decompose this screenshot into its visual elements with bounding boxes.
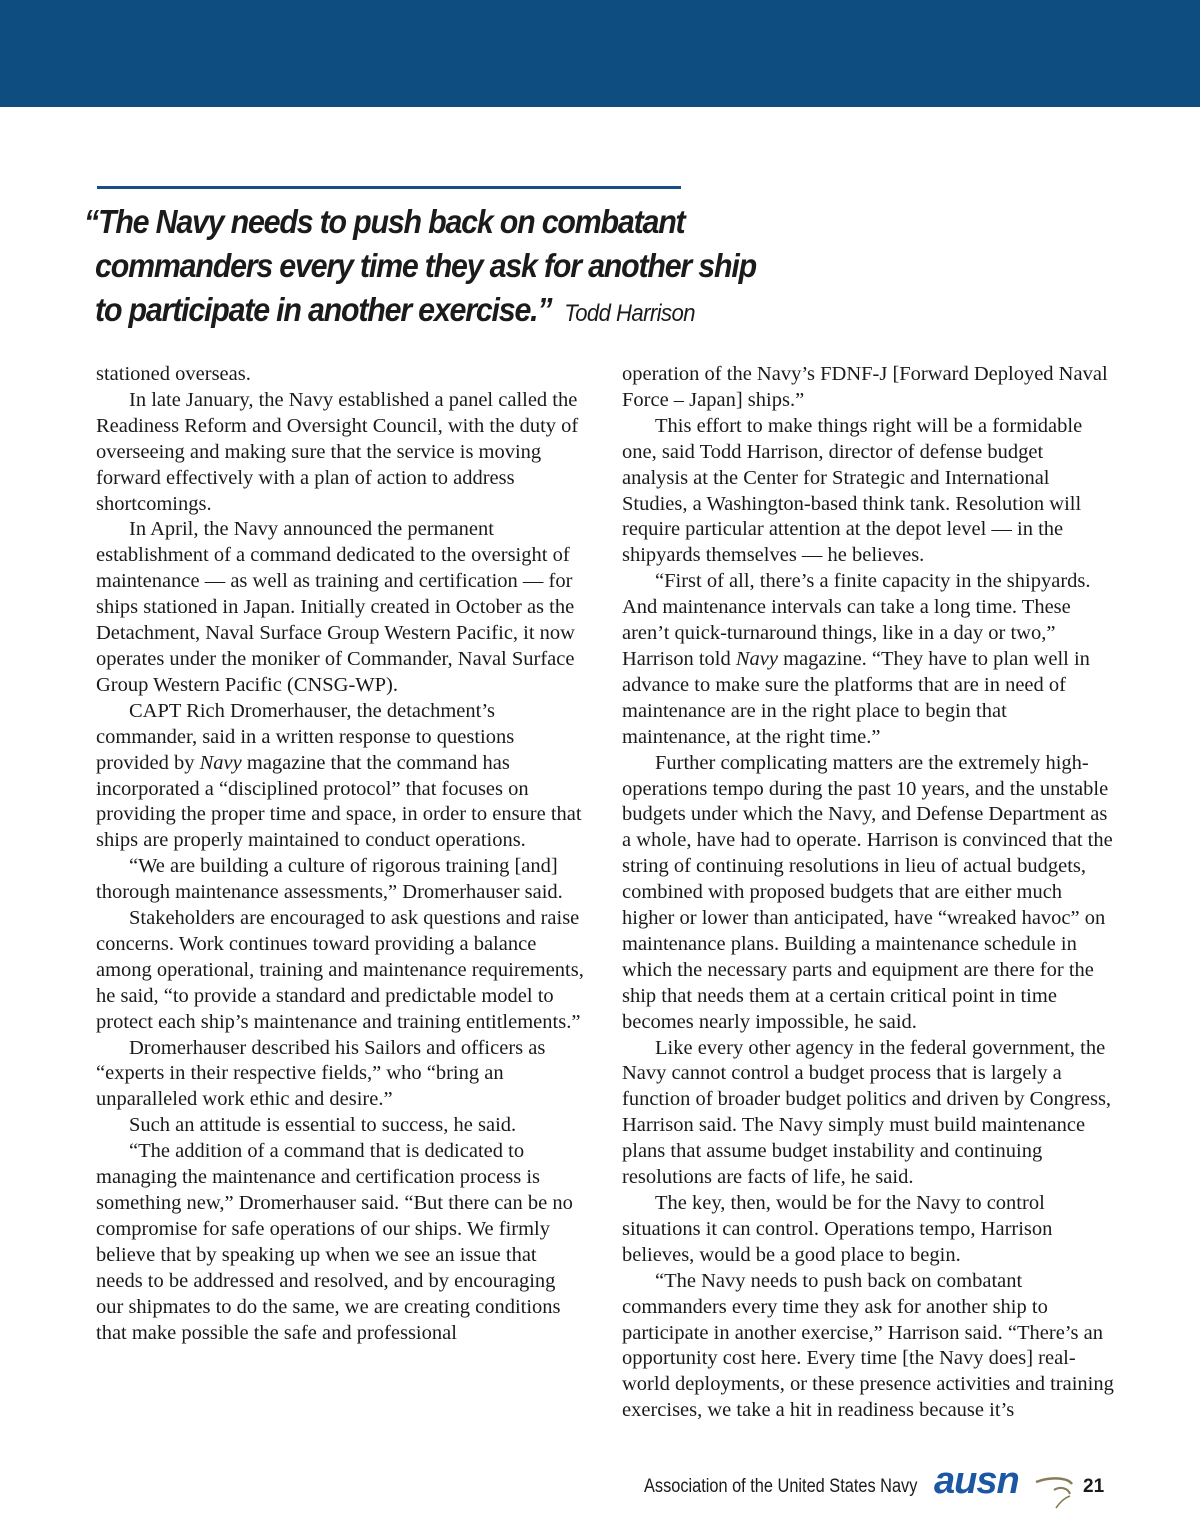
- header-banner: [0, 0, 1200, 107]
- publication-title: Navy: [735, 647, 778, 670]
- article-column-left: [96, 362, 586, 1346]
- paragraph-text: magazine that the command has incorporated a “disciplined protocol” that focuses on providing the proper time and space, in order to ensure that ships are properly maintained to conduct operations.: [96, 751, 582, 852]
- ausn-swoosh-icon: [974, 1468, 1074, 1516]
- page-number: 21: [1083, 1476, 1105, 1497]
- article-paragraph: [96, 699, 586, 854]
- footer-publication-name: Association of the United States Navy: [644, 1476, 918, 1497]
- pull-quote: [84, 200, 756, 336]
- paragraph-text: magazine. “They have to plan well in advance to make sure the platforms that are in need of maintenance are in the right place to begin that maintenance, at the right time.”: [622, 647, 1090, 748]
- pull-quote-line-1: “The Navy needs to push back on combatant: [84, 203, 685, 240]
- article-paragraph: The key, then, would be for the Navy to control situations it can control. Operations tempo, Harrison believes, would be a good place to begin.: [622, 1192, 1053, 1266]
- article-paragraph: “We are building a culture of rigorous training [and] thorough maintenance assessments,” Dromerhauser said.: [96, 855, 563, 904]
- article-column-right: [622, 362, 1114, 1424]
- article-paragraph: This effort to make things right will be a formidable one, said Todd Harrison, director of defense budget analysis at the Center for Strategic and International Studies, a Washington-based think tank. Resolution will require particular attention at the depot level — in the shipyards themselves — he believes.: [622, 414, 1083, 567]
- article-paragraph: Dromerhauser described his Sailors and officers as “experts in their respective fields,” who “bring an unparalleled work ethic and desire.”: [96, 1036, 546, 1111]
- pull-quote-line-3: to participate in another exercise.”: [95, 291, 552, 328]
- article-paragraph: [622, 569, 1114, 750]
- publication-title: Navy: [199, 751, 242, 774]
- ausn-logo: [934, 1458, 1074, 1516]
- ausn-logo-text: ausn: [934, 1460, 1019, 1502]
- pull-quote-rule: [97, 186, 681, 189]
- article-paragraph: stationed overseas.: [96, 363, 251, 385]
- article-paragraph: operation of the Navy’s FDNF-J [Forward Deployed Naval Force – Japan] ships.”: [622, 363, 1108, 411]
- article-paragraph: Such an attitude is essential to success, he said.: [129, 1114, 517, 1137]
- pull-quote-line-2: commanders every time they ask for another ship: [95, 247, 756, 284]
- article-paragraph: In April, the Navy announced the permanent establishment of a command dedicated to the oversight of maintenance — as well as training and certification — for ships stationed in Japan. Initially created in October as the Detachment, Naval Surface Group Western Pacific, it now operates under the moniker of Commander, Naval Surface Group Western Pacific (CNSG-WP).: [96, 518, 575, 696]
- article-paragraph: Like every other agency in the federal government, the Navy cannot control a budget process that is largely a function of broader budget politics and driven by Congress, Harrison said. The Navy simply must build maintenance plans that assume budget instability and continuing resolutions are facts of life, he said.: [622, 1036, 1112, 1189]
- article-paragraph: “The addition of a command that is dedicated to managing the maintenance and certification process is something new,” Dromerhauser said. “But there can be no compromise for safe operations of our ships. We firmly believe that by speaking up when we see an issue that needs to be addressed and resolved, and by encouraging our shipmates to do the same, we are creating conditions that make possible the safe and professional: [96, 1140, 573, 1344]
- paragraph-text: CAPT Rich Dromerhauser, the detachment’s commander, said in a written response to questions provided by: [96, 699, 515, 774]
- article-paragraph: Further complicating matters are the extremely high-operations tempo during the past 10 years, and the unstable budgets under which the Navy, and Defense Department as a whole, have had to operate. Harrison is convinced that the string of continuing resolutions in lieu of actual budgets, combined with proposed budgets that are either much higher or lower than anticipated, have “wreaked havoc” on maintenance plans. Building a maintenance schedule in which the necessary parts and equipment are there for the ship that needs them at a certain critical point in time becomes nearly impossible, he said.: [622, 751, 1113, 1033]
- pull-quote-attribution: Todd Harrison: [564, 300, 695, 327]
- article-paragraph: Stakeholders are encouraged to ask questions and raise concerns. Work continues toward providing a balance among operational, training and maintenance requirements, he said, “to provide a standard and predictable model to protect each ship’s maintenance and training entitlements.”: [96, 907, 584, 1033]
- paragraph-text: “First of all, there’s a finite capacity in the shipyards. And maintenance intervals can take a long time. These aren’t quick-turnaround things, like in a day or two,” Harrison told: [622, 570, 1091, 670]
- article-paragraph: “The Navy needs to push back on combatant commanders every time they ask for another ship to participate in another exercise,” Harrison said. “There’s an opportunity cost here. Every time [the Navy does] real-world deployments, or these presence activities and training exercises, we take a hit in readiness because it’s: [622, 1269, 1114, 1422]
- article-paragraph: In late January, the Navy established a panel called the Readiness Reform and Oversight Council, with the duty of overseeing and making sure that the service is moving forward effectively with a plan of action to address shortcomings.: [96, 388, 579, 515]
